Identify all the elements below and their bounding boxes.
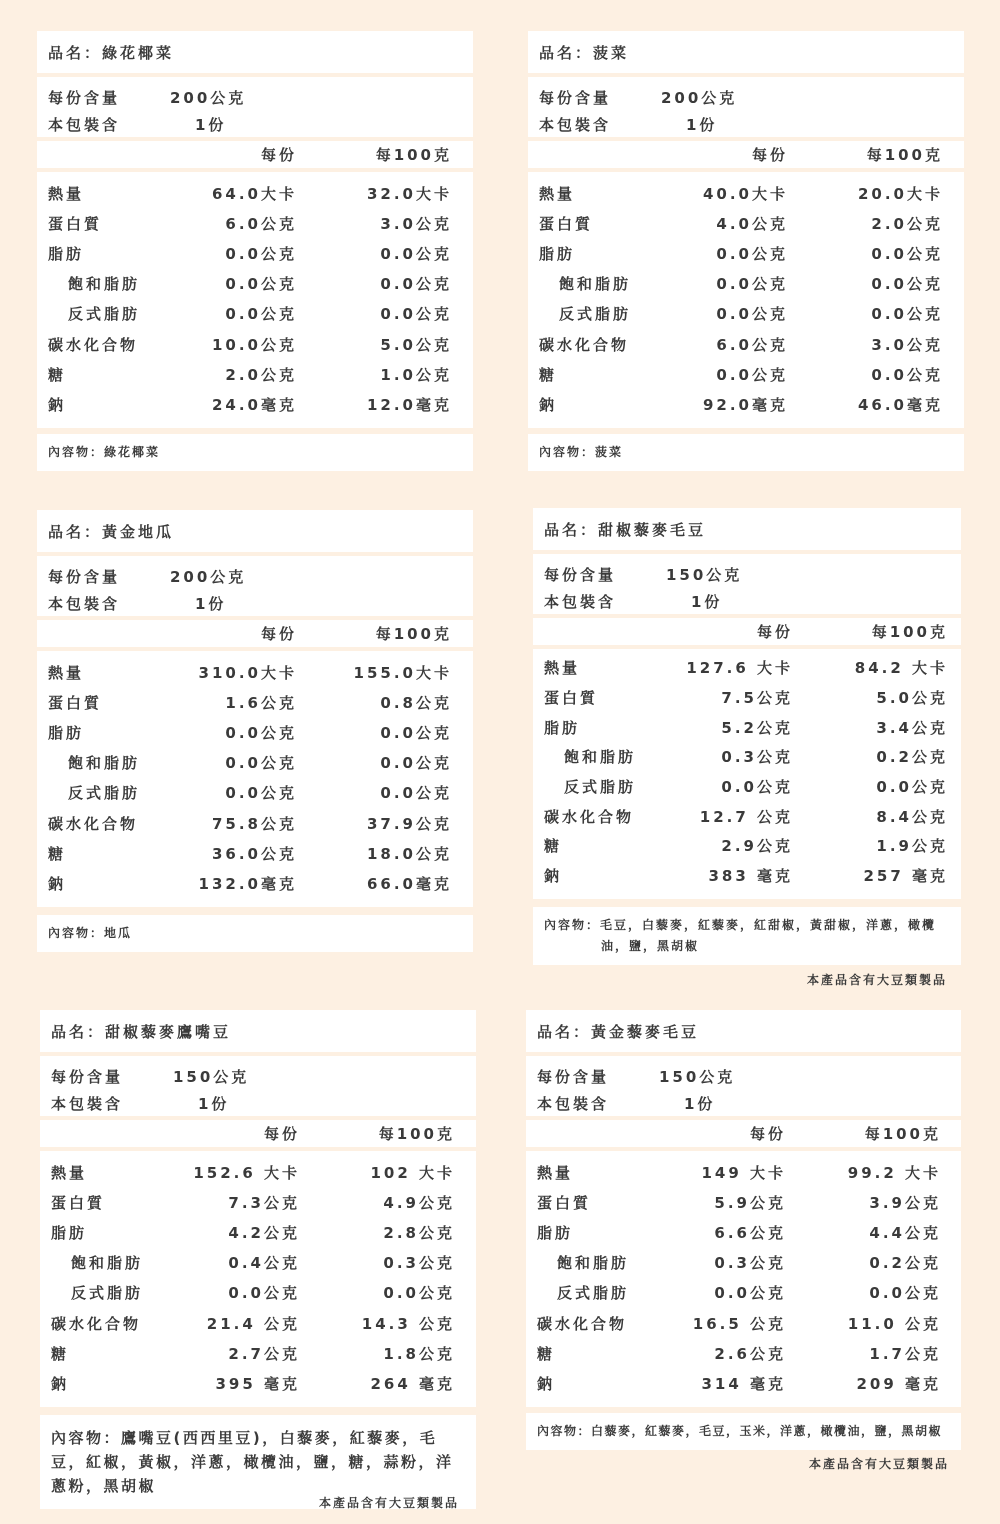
per-100g-value: 102 大卡 [370,1163,455,1182]
per-100g-value: 0.0公克 [876,778,948,797]
per-serving-value: 383 毫克 [708,867,793,886]
servings-per-pack-label: 本包裝含 [544,593,617,611]
nutrient-label: 鈉 [539,395,558,414]
per-serving-value: 149 大卡 [701,1163,786,1182]
per-100g-value: 5.0公克 [876,689,948,708]
per-100g-value: 0.2公克 [876,748,948,767]
per-100g-value: 66.0毫克 [366,874,452,893]
product-name: 品名：黃金地瓜 [37,510,473,552]
per-100g-value: 0.3公克 [383,1254,455,1273]
per-serving-value: 0.0公克 [716,275,788,294]
per-100g-value: 264 毫克 [370,1374,455,1393]
nutrition-table [533,649,961,899]
nutrient-row-energy [40,1157,476,1187]
per-100g-value: 12.0毫克 [366,395,452,414]
nutrient-row-sugar [526,1338,961,1368]
per-serving-value: 24.0毫克 [211,395,297,414]
nutrient-label: 脂肪 [48,244,85,263]
per-100g-value: 1.8公克 [383,1344,455,1363]
nutrient-row-sugar [528,359,964,389]
product-name: 品名：綠花椰菜 [37,31,473,73]
nutrient-label: 熱量 [48,663,85,682]
nutrition-table [40,1151,476,1407]
per-serving-value: 5.9公克 [714,1193,786,1212]
per-100g-value: 0.0公克 [380,754,452,773]
per-100g-value: 0.0公克 [380,244,452,263]
nutrient-row-saturated-fat [528,269,964,299]
nutrient-row-sodium [37,868,473,898]
per-100g-value: 0.0公克 [871,275,943,294]
per-serving-value: 6.6公克 [714,1223,786,1242]
serving-size-value: 200公克 [170,89,247,107]
per-serving-value: 310.0大卡 [198,663,297,682]
per-100g-value: 46.0毫克 [857,395,943,414]
nutrient-row-protein [526,1187,961,1217]
nutrient-row-protein [528,208,964,238]
per-100g-value: 14.3 公克 [361,1314,455,1333]
nutrient-row-sodium [526,1368,961,1398]
nutrient-row-energy [528,178,964,208]
per-100g-value: 2.8公克 [383,1223,455,1242]
column-header [37,620,473,647]
nutrition-label-pepper-quinoa-chickpea [40,1010,476,1509]
per-serving-value: 0.0公克 [225,244,297,263]
per-100g-value: 0.0公克 [380,305,452,324]
nutrition-table [528,172,964,428]
nutrient-label: 飽和脂肪 [557,1254,630,1273]
per-100g-header: 每100克 [864,1125,941,1143]
nutrient-label: 碳水化合物 [544,807,635,826]
per-100g-value: 0.0公克 [871,244,943,263]
serving-size-value: 150公克 [173,1068,250,1086]
serving-size-label: 每份含量 [48,568,121,586]
column-header [526,1120,961,1147]
nutrient-label: 反式脂肪 [68,784,141,803]
per-100g-value: 1.9公克 [876,837,948,856]
per-serving-value: 5.2公克 [721,718,793,737]
per-serving-header: 每份 [263,1125,300,1143]
serving-size-label: 每份含量 [537,1068,610,1086]
per-serving-value: 16.5 公克 [692,1314,786,1333]
product-name: 品名：甜椒藜麥鷹嘴豆 [40,1010,476,1052]
per-100g-value: 0.0公克 [383,1284,455,1303]
ingredients: 內容物：鷹嘴豆(西西里豆)，白藜麥，紅藜麥，毛豆，紅椒，黃椒，洋蔥，橄欖油，鹽，糖，蒜粉，洋蔥粉，黑胡椒 [40,1415,476,1509]
nutrient-label: 蛋白質 [544,689,599,708]
nutrient-label: 熱量 [48,184,85,203]
serving-info [40,1056,476,1116]
servings-per-pack-value: 1份 [195,116,227,134]
servings-per-pack-label: 本包裝含 [539,116,612,134]
per-100g-value: 257 毫克 [863,867,948,886]
nutrition-table [526,1151,961,1407]
allergen-notice: 本產品含有大豆類製品 [319,1496,460,1510]
serving-size-value: 200公克 [661,89,738,107]
per-100g-value: 3.0公克 [380,214,452,233]
ingredients: 內容物：白藜麥，紅藜麥，毛豆，玉米，洋蔥，橄欖油，鹽，黑胡椒 [526,1413,961,1450]
per-serving-value: 0.0公克 [716,305,788,324]
nutrient-label: 蛋白質 [539,214,594,233]
per-100g-value: 0.8公克 [380,693,452,712]
nutrient-label: 碳水化合物 [48,814,139,833]
nutrition-label-sweet-potato [37,510,473,952]
nutrient-label: 糖 [544,837,563,856]
per-serving-value: 0.0公克 [716,244,788,263]
nutrient-row-sodium [37,389,473,419]
nutrient-label: 蛋白質 [48,214,103,233]
nutrient-row-saturated-fat [533,742,961,772]
per-serving-value: 0.0公克 [225,723,297,742]
per-serving-value: 36.0公克 [211,844,297,863]
nutrient-label: 脂肪 [48,723,85,742]
nutrient-row-trans-fat [37,299,473,329]
servings-per-pack-label: 本包裝含 [48,116,121,134]
servings-per-pack-value: 1份 [684,1095,716,1113]
nutrient-label: 鈉 [51,1374,70,1393]
per-100g-value: 8.4公克 [876,807,948,826]
per-serving-value: 1.6公克 [225,693,297,712]
per-100g-value: 209 毫克 [856,1374,941,1393]
nutrient-row-carbohydrate [528,329,964,359]
per-100g-value: 20.0大卡 [857,184,943,203]
per-serving-value: 75.8公克 [211,814,297,833]
nutrient-label: 反式脂肪 [564,778,637,797]
serving-size-label: 每份含量 [48,89,121,107]
per-100g-header: 每100克 [378,1125,455,1143]
nutrient-row-saturated-fat [37,269,473,299]
nutrient-row-energy [37,657,473,687]
per-serving-header: 每份 [756,623,793,641]
per-100g-value: 32.0大卡 [366,184,452,203]
nutrient-label: 鈉 [48,874,67,893]
serving-size-label: 每份含量 [51,1068,124,1086]
serving-size-value: 200公克 [170,568,247,586]
per-serving-value: 40.0大卡 [702,184,788,203]
serving-info [526,1056,961,1116]
ingredients: 內容物：毛豆，白藜麥，紅藜麥，紅甜椒，黃甜椒，洋蔥，橄欖油，鹽，黑胡椒 [533,907,961,965]
servings-per-pack-label: 本包裝含 [537,1095,610,1113]
nutrient-row-carbohydrate [37,329,473,359]
per-serving-header: 每份 [749,1125,786,1143]
serving-info [528,77,964,137]
nutrient-row-saturated-fat [526,1248,961,1278]
per-serving-header: 每份 [260,625,297,643]
nutrient-row-carbohydrate [533,801,961,831]
per-100g-value: 3.9公克 [869,1193,941,1212]
per-serving-header: 每份 [260,146,297,164]
product-name: 品名：黃金藜麥毛豆 [526,1010,961,1052]
per-100g-value: 5.0公克 [380,335,452,354]
nutrition-table [37,651,473,907]
nutrient-label: 飽和脂肪 [68,275,141,294]
nutrient-label: 糖 [51,1344,70,1363]
per-serving-value: 127.6 大卡 [686,659,793,678]
per-serving-value: 4.0公克 [716,214,788,233]
nutrition-label-pepper-quinoa-edamame [533,508,961,965]
per-100g-value: 2.0公克 [871,214,943,233]
per-100g-value: 18.0公克 [366,844,452,863]
nutrient-label: 鈉 [537,1374,556,1393]
per-serving-value: 0.0公克 [225,275,297,294]
per-serving-value: 4.2公克 [228,1223,300,1242]
ingredients: 內容物：菠菜 [528,434,964,471]
servings-per-pack-value: 1份 [198,1095,230,1113]
nutrient-label: 熱量 [51,1163,88,1182]
nutrient-label: 脂肪 [544,718,581,737]
servings-per-pack-value: 1份 [686,116,718,134]
nutrient-row-carbohydrate [40,1308,476,1338]
allergen-notice: 本產品含有大豆類製品 [807,973,948,987]
per-100g-value: 0.0公克 [869,1284,941,1303]
per-serving-value: 12.7 公克 [699,807,793,826]
product-name: 品名：菠菜 [528,31,964,73]
nutrition-label-golden-quinoa-edamame [526,1010,961,1450]
per-serving-value: 10.0公克 [211,335,297,354]
nutrient-label: 反式脂肪 [71,1284,144,1303]
nutrient-label: 碳水化合物 [539,335,630,354]
nutrition-label-spinach [528,31,964,471]
per-100g-value: 4.9公克 [383,1193,455,1212]
per-100g-value: 4.4公克 [869,1223,941,1242]
ingredients: 內容物：綠花椰菜 [37,434,473,471]
nutrient-row-sugar [533,831,961,861]
product-name: 品名：甜椒藜麥毛豆 [533,508,961,550]
nutrient-label: 糖 [537,1344,556,1363]
nutrient-label: 反式脂肪 [559,305,632,324]
per-serving-value: 7.5公克 [721,689,793,708]
nutrient-label: 熱量 [537,1163,574,1182]
per-serving-value: 0.0公克 [225,784,297,803]
nutrient-row-protein [533,683,961,713]
nutrition-table [37,172,473,428]
per-serving-value: 21.4 公克 [206,1314,300,1333]
nutrient-label: 鈉 [544,867,563,886]
nutrient-label: 脂肪 [51,1223,88,1242]
nutrient-row-energy [37,178,473,208]
nutrient-row-carbohydrate [37,808,473,838]
per-100g-value: 3.4公克 [876,718,948,737]
serving-info [37,77,473,137]
per-serving-value: 92.0毫克 [702,395,788,414]
per-serving-value: 0.0公克 [228,1284,300,1303]
nutrient-label: 飽和脂肪 [68,754,141,773]
nutrition-label-broccoli [37,31,473,471]
nutrient-row-protein [37,208,473,238]
nutrient-row-energy [533,653,961,683]
servings-per-pack-value: 1份 [691,593,723,611]
per-100g-value: 3.0公克 [871,335,943,354]
nutrient-row-trans-fat [37,778,473,808]
per-serving-value: 132.0毫克 [198,874,297,893]
nutrient-row-sodium [40,1368,476,1398]
nutrient-row-sugar [40,1338,476,1368]
per-serving-value: 64.0大卡 [211,184,297,203]
per-100g-value: 99.2 大卡 [847,1163,941,1182]
nutrient-row-carbohydrate [526,1308,961,1338]
nutrient-label: 反式脂肪 [68,305,141,324]
per-100g-header: 每100克 [871,623,948,641]
per-serving-value: 2.0公克 [225,365,297,384]
per-serving-value: 0.0公克 [721,778,793,797]
per-100g-value: 0.0公克 [380,275,452,294]
per-100g-value: 155.0大卡 [353,663,452,682]
nutrient-row-saturated-fat [37,748,473,778]
per-serving-value: 0.0公克 [716,365,788,384]
per-serving-value: 2.9公克 [721,837,793,856]
nutrient-row-trans-fat [528,299,964,329]
nutrient-row-trans-fat [533,772,961,802]
nutrient-row-energy [526,1157,961,1187]
per-100g-header: 每100克 [375,146,452,164]
nutrient-row-fat [40,1217,476,1247]
servings-per-pack-value: 1份 [195,595,227,613]
nutrient-row-sugar [37,359,473,389]
per-100g-value: 0.0公克 [871,365,943,384]
per-serving-value: 0.0公克 [225,754,297,773]
serving-info [533,554,961,614]
column-header [40,1120,476,1147]
serving-size-value: 150公克 [666,566,743,584]
nutrient-row-sodium [533,861,961,891]
serving-size-label: 每份含量 [544,566,617,584]
nutrient-row-trans-fat [40,1278,476,1308]
column-header [533,618,961,645]
nutrient-label: 飽和脂肪 [559,275,632,294]
column-header [528,141,964,168]
column-header [37,141,473,168]
nutrient-label: 糖 [48,365,67,384]
per-serving-value: 0.0公克 [714,1284,786,1303]
nutrient-label: 碳水化合物 [537,1314,628,1333]
per-serving-value: 6.0公克 [225,214,297,233]
per-100g-value: 0.2公克 [869,1254,941,1273]
serving-size-label: 每份含量 [539,89,612,107]
serving-info [37,556,473,616]
nutrient-row-saturated-fat [40,1248,476,1278]
serving-size-value: 150公克 [659,1068,736,1086]
per-100g-value: 0.0公克 [380,784,452,803]
nutrient-label: 熱量 [544,659,581,678]
nutrient-row-trans-fat [526,1278,961,1308]
nutrient-row-fat [526,1217,961,1247]
nutrient-label: 脂肪 [539,244,576,263]
nutrient-label: 蛋白質 [537,1193,592,1212]
nutrient-label: 碳水化合物 [51,1314,142,1333]
per-serving-value: 2.6公克 [714,1344,786,1363]
per-100g-header: 每100克 [866,146,943,164]
nutrient-label: 蛋白質 [48,693,103,712]
nutrient-label: 熱量 [539,184,576,203]
nutrient-label: 脂肪 [537,1223,574,1242]
nutrient-label: 糖 [48,844,67,863]
per-100g-value: 1.7公克 [869,1344,941,1363]
servings-per-pack-label: 本包裝含 [48,595,121,613]
per-100g-value: 0.0公克 [871,305,943,324]
nutrient-label: 飽和脂肪 [71,1254,144,1273]
nutrient-label: 飽和脂肪 [564,748,637,767]
per-serving-value: 152.6 大卡 [193,1163,300,1182]
per-serving-value: 7.3公克 [228,1193,300,1212]
nutrient-row-fat [533,712,961,742]
nutrient-label: 碳水化合物 [48,335,139,354]
per-serving-value: 395 毫克 [215,1374,300,1393]
per-serving-value: 2.7公克 [228,1344,300,1363]
nutrient-label: 反式脂肪 [557,1284,630,1303]
nutrient-label: 蛋白質 [51,1193,106,1212]
nutrient-row-protein [40,1187,476,1217]
nutrient-row-sugar [37,838,473,868]
per-serving-header: 每份 [751,146,788,164]
servings-per-pack-label: 本包裝含 [51,1095,124,1113]
nutrient-row-sodium [528,389,964,419]
per-100g-value: 84.2 大卡 [854,659,948,678]
ingredients: 內容物：地瓜 [37,915,473,952]
per-serving-value: 314 毫克 [701,1374,786,1393]
per-100g-value: 1.0公克 [380,365,452,384]
per-100g-value: 0.0公克 [380,723,452,742]
nutrient-row-fat [37,238,473,268]
per-100g-header: 每100克 [375,625,452,643]
nutrient-row-fat [37,717,473,747]
per-serving-value: 6.0公克 [716,335,788,354]
per-serving-value: 0.3公克 [721,748,793,767]
per-serving-value: 0.4公克 [228,1254,300,1273]
nutrient-row-fat [528,238,964,268]
nutrient-label: 糖 [539,365,558,384]
per-serving-value: 0.0公克 [225,305,297,324]
allergen-notice: 本產品含有大豆類製品 [809,1457,950,1471]
per-100g-value: 11.0 公克 [847,1314,941,1333]
nutrient-row-protein [37,687,473,717]
nutrient-label: 鈉 [48,395,67,414]
per-serving-value: 0.3公克 [714,1254,786,1273]
per-100g-value: 37.9公克 [366,814,452,833]
